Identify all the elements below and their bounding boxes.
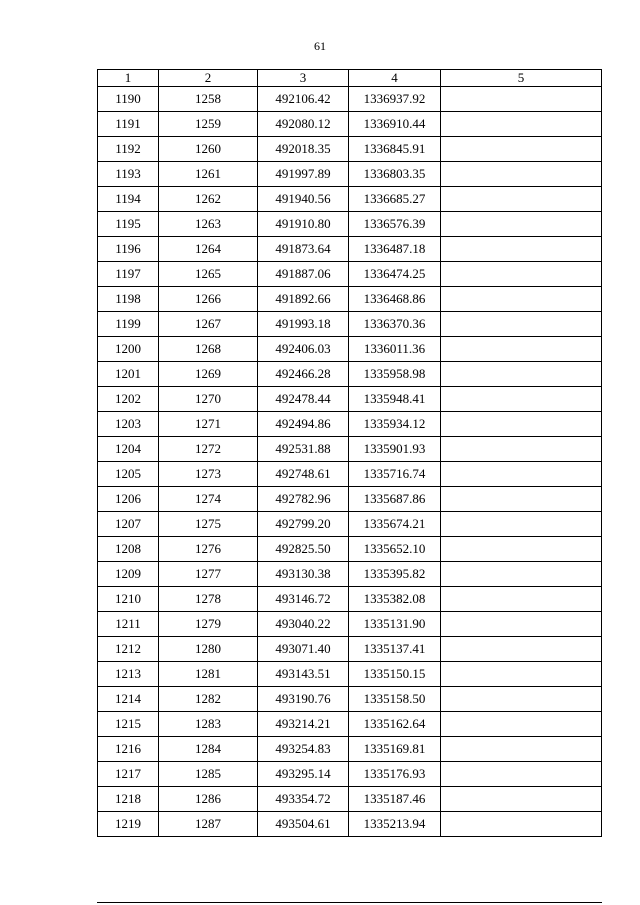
table-cell-col-3: 493295.14 <box>258 762 349 787</box>
table-row <box>98 337 602 362</box>
table-cell-col-4: 1335948.41 <box>349 387 441 412</box>
table-cell-col-3: 493214.21 <box>258 712 349 737</box>
table-cell-col-3: 492825.50 <box>258 537 349 562</box>
table-cell-col-1: 1218 <box>98 787 159 812</box>
table-row <box>98 362 602 387</box>
table-cell-col-4: 1335674.21 <box>349 512 441 537</box>
table-cell-col-3: 493143.51 <box>258 662 349 687</box>
table-cell-col-3: 491887.06 <box>258 262 349 287</box>
table-cell-col-1: 1206 <box>98 487 159 512</box>
table-cell-col-1: 1212 <box>98 637 159 662</box>
table-cell-col-2: 1261 <box>159 162 258 187</box>
table-cell-col-2: 1262 <box>159 187 258 212</box>
table-row <box>98 137 602 162</box>
table-cell-col-4: 1335934.12 <box>349 412 441 437</box>
table-cell-col-3: 493071.40 <box>258 637 349 662</box>
table-cell-col-4: 1335187.46 <box>349 787 441 812</box>
table-cell-col-5 <box>441 487 602 512</box>
table-cell-col-4: 1335901.93 <box>349 437 441 462</box>
table-cell-col-2: 1277 <box>159 562 258 587</box>
table-cell-col-3: 493190.76 <box>258 687 349 712</box>
table-row <box>98 637 602 662</box>
table-cell-col-3: 491940.56 <box>258 187 349 212</box>
table-cell-col-5 <box>441 662 602 687</box>
table-row <box>98 462 602 487</box>
table-cell-col-1: 1190 <box>98 87 159 112</box>
table-cell-col-5 <box>441 387 602 412</box>
table-cell-col-5 <box>441 87 602 112</box>
table-cell-col-1: 1201 <box>98 362 159 387</box>
table-cell-col-5 <box>441 787 602 812</box>
table-cell-col-5 <box>441 112 602 137</box>
table-cell-col-2: 1264 <box>159 237 258 262</box>
table-row <box>98 262 602 287</box>
table-cell-col-1: 1204 <box>98 437 159 462</box>
table-cell-col-2: 1286 <box>159 787 258 812</box>
table-cell-col-4: 1335176.93 <box>349 762 441 787</box>
table-cell-col-1: 1196 <box>98 237 159 262</box>
table-cell-col-1: 1208 <box>98 537 159 562</box>
table-cell-col-5 <box>441 237 602 262</box>
table-cell-col-3: 492494.86 <box>258 412 349 437</box>
table-cell-col-2: 1281 <box>159 662 258 687</box>
table-row <box>98 537 602 562</box>
table-cell-col-2: 1265 <box>159 262 258 287</box>
table-row <box>98 112 602 137</box>
header-row <box>98 70 602 87</box>
table-cell-col-2: 1275 <box>159 512 258 537</box>
table-cell-col-1: 1205 <box>98 462 159 487</box>
table-row <box>98 687 602 712</box>
column-header-3: 3 <box>258 70 349 87</box>
table-cell-col-5 <box>441 187 602 212</box>
table-row <box>98 312 602 337</box>
table-header <box>98 70 602 87</box>
table-cell-col-3: 492782.96 <box>258 487 349 512</box>
table-row <box>98 512 602 537</box>
table-cell-col-5 <box>441 212 602 237</box>
table-cell-col-4: 1336487.18 <box>349 237 441 262</box>
table-cell-col-5 <box>441 137 602 162</box>
table-cell-col-4: 1335958.98 <box>349 362 441 387</box>
table-cell-col-4: 1335169.81 <box>349 737 441 762</box>
table-cell-col-3: 492748.61 <box>258 462 349 487</box>
column-header-2: 2 <box>159 70 258 87</box>
table-cell-col-2: 1269 <box>159 362 258 387</box>
table-cell-col-5 <box>441 287 602 312</box>
table-cell-col-2: 1270 <box>159 387 258 412</box>
table-cell-col-1: 1193 <box>98 162 159 187</box>
table-cell-col-1: 1197 <box>98 262 159 287</box>
table-cell-col-5 <box>441 587 602 612</box>
table-cell-col-3: 493354.72 <box>258 787 349 812</box>
table-row <box>98 387 602 412</box>
table-row <box>98 587 602 612</box>
table-cell-col-3: 492799.20 <box>258 512 349 537</box>
page-number: 61 <box>314 39 326 53</box>
table-cell-col-4: 1336468.86 <box>349 287 441 312</box>
table-cell-col-1: 1217 <box>98 762 159 787</box>
table-cell-col-4: 1336937.92 <box>349 87 441 112</box>
table-row <box>98 287 602 312</box>
table-cell-col-1: 1200 <box>98 337 159 362</box>
table-cell-col-4: 1335213.94 <box>349 812 441 837</box>
table-row <box>98 437 602 462</box>
table-cell-col-4: 1335716.74 <box>349 462 441 487</box>
table-cell-col-4: 1335162.64 <box>349 712 441 737</box>
table-cell-col-2: 1266 <box>159 287 258 312</box>
table-cell-col-3: 493146.72 <box>258 587 349 612</box>
table-cell-col-1: 1199 <box>98 312 159 337</box>
table-cell-col-4: 1336474.25 <box>349 262 441 287</box>
table-cell-col-4: 1336011.36 <box>349 337 441 362</box>
table-cell-col-5 <box>441 437 602 462</box>
table-cell-col-2: 1258 <box>159 87 258 112</box>
table-cell-col-1: 1211 <box>98 612 159 637</box>
table-cell-col-3: 493254.83 <box>258 737 349 762</box>
table-cell-col-2: 1260 <box>159 137 258 162</box>
table-cell-col-3: 491873.64 <box>258 237 349 262</box>
table-row <box>98 162 602 187</box>
table-cell-col-1: 1210 <box>98 587 159 612</box>
table-row <box>98 487 602 512</box>
coordinates-table <box>97 69 602 837</box>
table-cell-col-5 <box>441 812 602 837</box>
table-row <box>98 787 602 812</box>
table-cell-col-2: 1273 <box>159 462 258 487</box>
table-cell-col-4: 1336685.27 <box>349 187 441 212</box>
table-row <box>98 562 602 587</box>
table-cell-col-3: 491997.89 <box>258 162 349 187</box>
table-cell-col-4: 1335382.08 <box>349 587 441 612</box>
table-cell-col-2: 1280 <box>159 637 258 662</box>
table-cell-col-1: 1203 <box>98 412 159 437</box>
table-cell-col-1: 1192 <box>98 137 159 162</box>
table-cell-col-4: 1336370.36 <box>349 312 441 337</box>
table-row <box>98 662 602 687</box>
table-cell-col-4: 1335150.15 <box>349 662 441 687</box>
table-cell-col-3: 491892.66 <box>258 287 349 312</box>
column-header-4: 4 <box>349 70 441 87</box>
table-cell-col-5 <box>441 362 602 387</box>
table-cell-col-4: 1336845.91 <box>349 137 441 162</box>
table-cell-col-5 <box>441 162 602 187</box>
table-cell-col-4: 1335652.10 <box>349 537 441 562</box>
table-cell-col-2: 1279 <box>159 612 258 637</box>
table-cell-col-1: 1216 <box>98 737 159 762</box>
table-row <box>98 812 602 837</box>
table-cell-col-2: 1282 <box>159 687 258 712</box>
table-row <box>98 412 602 437</box>
table-cell-col-3: 492466.28 <box>258 362 349 387</box>
table-cell-col-3: 493130.38 <box>258 562 349 587</box>
table-cell-col-2: 1267 <box>159 312 258 337</box>
table-cell-col-5 <box>441 462 602 487</box>
table-cell-col-1: 1202 <box>98 387 159 412</box>
table-cell-col-4: 1335137.41 <box>349 637 441 662</box>
table-row <box>98 87 602 112</box>
table-cell-col-2: 1283 <box>159 712 258 737</box>
table-cell-col-2: 1263 <box>159 212 258 237</box>
table-cell-col-3: 492531.88 <box>258 437 349 462</box>
table-cell-col-5 <box>441 512 602 537</box>
table-row <box>98 712 602 737</box>
table-cell-col-5 <box>441 712 602 737</box>
table-cell-col-4: 1336576.39 <box>349 212 441 237</box>
table-cell-col-3: 493040.22 <box>258 612 349 637</box>
table-cell-col-1: 1213 <box>98 662 159 687</box>
table-cell-col-1: 1215 <box>98 712 159 737</box>
table-cell-col-1: 1195 <box>98 212 159 237</box>
table-cell-col-3: 491910.80 <box>258 212 349 237</box>
table-cell-col-4: 1335131.90 <box>349 612 441 637</box>
table-cell-col-2: 1272 <box>159 437 258 462</box>
table-row <box>98 762 602 787</box>
table-row <box>98 237 602 262</box>
table-cell-col-1: 1191 <box>98 112 159 137</box>
table-cell-col-2: 1271 <box>159 412 258 437</box>
table-cell-col-5 <box>441 562 602 587</box>
table-cell-col-5 <box>441 612 602 637</box>
table-cell-col-2: 1287 <box>159 812 258 837</box>
table-cell-col-2: 1285 <box>159 762 258 787</box>
table-cell-col-1: 1194 <box>98 187 159 212</box>
table-cell-col-4: 1335395.82 <box>349 562 441 587</box>
table-cell-col-5 <box>441 262 602 287</box>
table-row <box>98 737 602 762</box>
table-row <box>98 612 602 637</box>
column-header-1: 1 <box>98 70 159 87</box>
table-cell-col-5 <box>441 337 602 362</box>
table-cell-col-5 <box>441 537 602 562</box>
table-cell-col-5 <box>441 412 602 437</box>
table-cell-col-2: 1278 <box>159 587 258 612</box>
table-cell-col-5 <box>441 737 602 762</box>
table-cell-col-5 <box>441 312 602 337</box>
table-cell-col-4: 1335158.50 <box>349 687 441 712</box>
table-body <box>98 87 602 837</box>
table-cell-col-2: 1259 <box>159 112 258 137</box>
table-cell-col-3: 492018.35 <box>258 137 349 162</box>
table-cell-col-3: 493504.61 <box>258 812 349 837</box>
table-cell-col-4: 1336910.44 <box>349 112 441 137</box>
table-cell-col-4: 1336803.35 <box>349 162 441 187</box>
table-cell-col-3: 491993.18 <box>258 312 349 337</box>
footer-rule <box>97 902 602 903</box>
table-cell-col-5 <box>441 637 602 662</box>
table-cell-col-1: 1209 <box>98 562 159 587</box>
table-cell-col-4: 1335687.86 <box>349 487 441 512</box>
table-cell-col-2: 1284 <box>159 737 258 762</box>
table-cell-col-5 <box>441 687 602 712</box>
table-cell-col-1: 1198 <box>98 287 159 312</box>
table-row <box>98 187 602 212</box>
table-cell-col-2: 1268 <box>159 337 258 362</box>
table-cell-col-3: 492406.03 <box>258 337 349 362</box>
table-cell-col-5 <box>441 762 602 787</box>
table-cell-col-3: 492080.12 <box>258 112 349 137</box>
table-cell-col-1: 1207 <box>98 512 159 537</box>
table-cell-col-3: 492478.44 <box>258 387 349 412</box>
table-cell-col-3: 492106.42 <box>258 87 349 112</box>
table-cell-col-2: 1274 <box>159 487 258 512</box>
table-cell-col-1: 1219 <box>98 812 159 837</box>
table-cell-col-1: 1214 <box>98 687 159 712</box>
table-cell-col-2: 1276 <box>159 537 258 562</box>
table-row <box>98 212 602 237</box>
column-header-5: 5 <box>441 70 602 87</box>
